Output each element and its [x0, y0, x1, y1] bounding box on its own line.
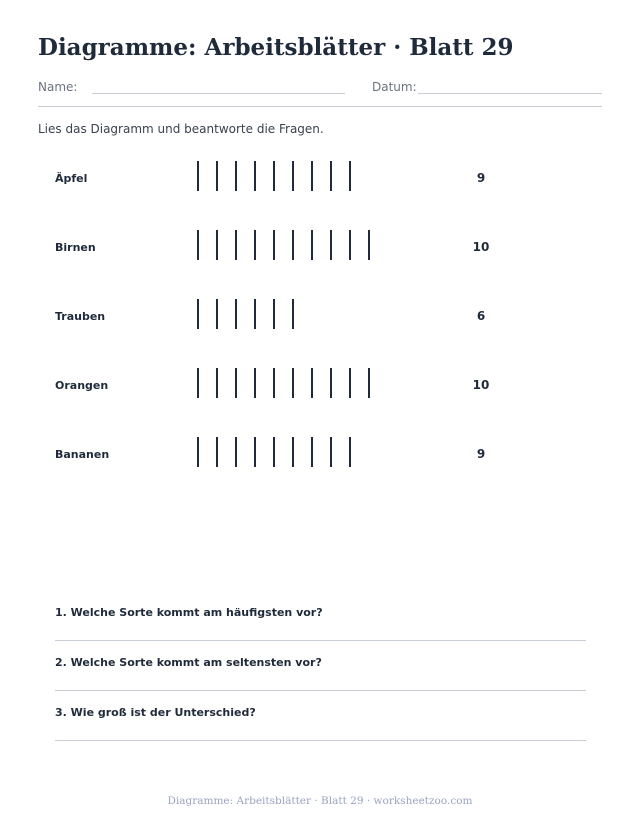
tally-mark — [235, 299, 237, 329]
tally-mark — [273, 299, 275, 329]
row-count: 6 — [476, 309, 486, 323]
answer-line-3[interactable] — [55, 740, 586, 741]
tally-marks — [197, 161, 397, 193]
tally-mark — [292, 299, 294, 329]
tally-mark — [254, 299, 256, 329]
tally-row — [0, 368, 640, 408]
name-field-line[interactable] — [92, 93, 345, 94]
row-label: Orangen — [55, 379, 109, 392]
page-footer: Diagramme: Arbeitsblätter · Blatt 29 · worksheetzoo.com — [167, 795, 473, 807]
tally-mark — [216, 161, 218, 191]
tally-mark — [273, 437, 275, 467]
instruction-text: Lies das Diagramm und beantworte die Fragen. — [38, 122, 324, 136]
row-count: 10 — [472, 378, 490, 392]
tally-mark — [235, 437, 237, 467]
tally-mark — [216, 230, 218, 260]
tally-row — [0, 161, 640, 201]
tally-mark — [330, 437, 332, 467]
tally-row — [0, 437, 640, 477]
tally-mark — [311, 368, 313, 398]
tally-mark — [330, 161, 332, 191]
tally-mark — [235, 161, 237, 191]
question-3: 3. Wie groß ist der Unterschied? — [55, 706, 256, 719]
tally-mark — [349, 368, 351, 398]
tally-mark — [254, 161, 256, 191]
page-title: Diagramme: Arbeitsblätter · Blatt 29 — [38, 34, 514, 61]
tally-row — [0, 299, 640, 339]
answer-line-1[interactable] — [55, 640, 586, 641]
date-field-line[interactable] — [418, 93, 602, 94]
tally-mark — [311, 437, 313, 467]
tally-row — [0, 230, 640, 270]
tally-mark — [330, 230, 332, 260]
tally-mark — [197, 437, 199, 467]
tally-mark — [292, 437, 294, 467]
tally-mark — [273, 368, 275, 398]
tally-marks — [197, 437, 397, 469]
tally-mark — [311, 161, 313, 191]
tally-mark — [197, 368, 199, 398]
question-1: 1. Welche Sorte kommt am häufigsten vor? — [55, 606, 323, 619]
tally-mark — [330, 368, 332, 398]
question-2: 2. Welche Sorte kommt am seltensten vor? — [55, 656, 322, 669]
tally-mark — [273, 161, 275, 191]
row-count: 9 — [476, 171, 486, 185]
tally-mark — [349, 161, 351, 191]
tally-mark — [349, 230, 351, 260]
tally-marks — [197, 368, 397, 400]
header-divider — [38, 106, 602, 107]
tally-mark — [368, 368, 370, 398]
tally-mark — [254, 230, 256, 260]
row-label: Äpfel — [55, 172, 88, 185]
tally-marks — [197, 299, 397, 331]
tally-mark — [292, 368, 294, 398]
answer-line-2[interactable] — [55, 690, 586, 691]
name-label: Name: — [38, 80, 78, 94]
tally-mark — [349, 437, 351, 467]
date-label: Datum: — [372, 80, 417, 94]
tally-mark — [368, 230, 370, 260]
tally-mark — [292, 230, 294, 260]
row-count: 10 — [472, 240, 490, 254]
row-count: 9 — [476, 447, 486, 461]
tally-mark — [197, 299, 199, 329]
tally-mark — [216, 368, 218, 398]
tally-mark — [254, 368, 256, 398]
tally-mark — [197, 161, 199, 191]
tally-marks — [197, 230, 397, 262]
tally-mark — [216, 299, 218, 329]
tally-mark — [235, 230, 237, 260]
tally-mark — [216, 437, 218, 467]
row-label: Birnen — [55, 241, 96, 254]
tally-mark — [292, 161, 294, 191]
row-label: Bananen — [55, 448, 110, 461]
row-label: Trauben — [55, 310, 106, 323]
tally-mark — [311, 230, 313, 260]
tally-mark — [235, 368, 237, 398]
tally-mark — [273, 230, 275, 260]
tally-mark — [254, 437, 256, 467]
tally-mark — [197, 230, 199, 260]
